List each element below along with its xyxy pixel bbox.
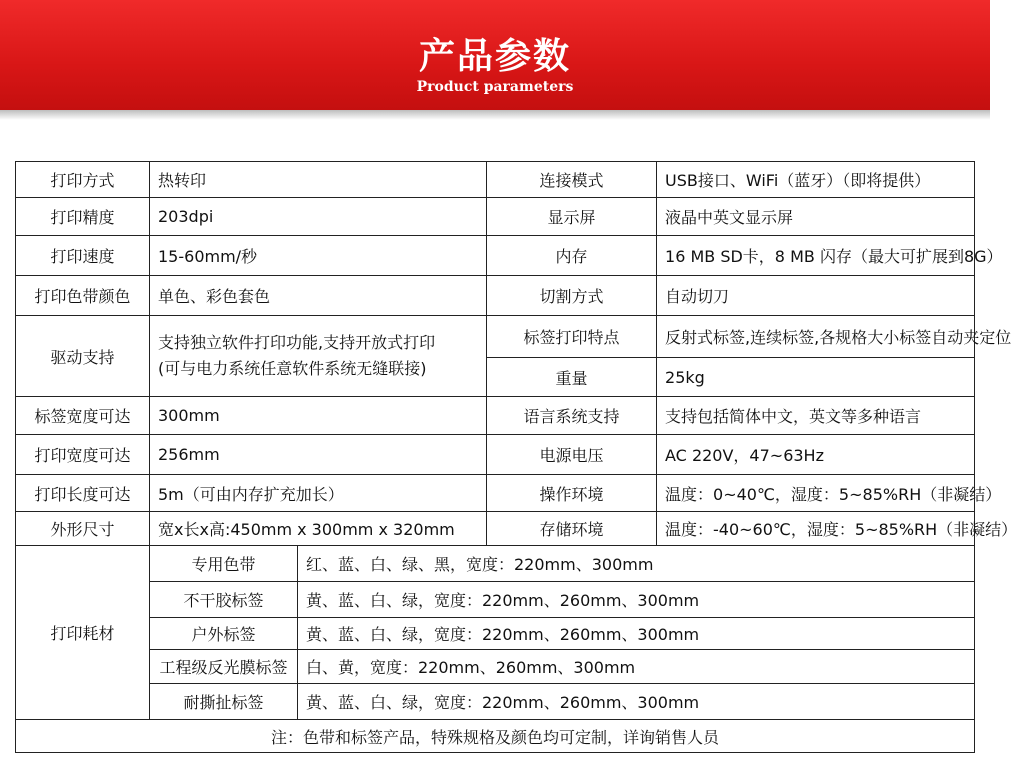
- spec-value: 反射式标签,连续标签,各规格大小标签自动夹定位: [657, 316, 975, 358]
- spec-value: 宽x长x高:450mm x 300mm x 320mm: [150, 512, 487, 546]
- spec-value: 5m（可由内存扩充加长）: [150, 475, 487, 512]
- spec-label: 外形尺寸: [16, 512, 150, 546]
- table-row: [16, 650, 975, 684]
- spec-value: 液晶中英文显示屏: [657, 198, 975, 236]
- spec-label: 切割方式: [487, 276, 657, 316]
- drive-line-2: (可与电力系统任意软件系统无缝联接): [158, 359, 427, 378]
- spec-table: [15, 161, 1017, 753]
- spec-label: 打印色带颜色: [16, 276, 150, 316]
- spec-label: 电源电压: [487, 435, 657, 475]
- table-row: [16, 236, 975, 276]
- table-row: [16, 582, 975, 618]
- spec-label: 驱动支持: [16, 316, 150, 397]
- spec-value: 300mm: [150, 397, 487, 435]
- footer-note: 注：色带和标签产品，特殊规格及颜色均可定制，详询销售人员: [16, 720, 975, 753]
- table-row: [16, 162, 975, 198]
- page-title: 产品参数: [418, 36, 571, 77]
- spec-label: 存储环境: [487, 512, 657, 546]
- consumable-name: 不干胶标签: [150, 582, 298, 618]
- consumable-value: 白、黄，宽度：220mm、260mm、300mm: [298, 650, 975, 684]
- page-subtitle: Product parameters: [416, 79, 574, 95]
- spec-value: 热转印: [150, 162, 487, 198]
- spec-value: 自动切刀: [657, 276, 975, 316]
- spec-value: 203dpi: [150, 198, 487, 236]
- spec-value: AC 220V，47~63Hz: [657, 435, 975, 475]
- table-row: [16, 546, 975, 582]
- consumable-value: 黄、蓝、白、绿，宽度：220mm、260mm、300mm: [298, 618, 975, 650]
- spec-value: 25kg: [657, 358, 975, 397]
- spec-label: 打印宽度可达: [16, 435, 150, 475]
- spec-value: 16 MB SD卡，8 MB 闪存（最大可扩展到8G）: [657, 236, 975, 276]
- consumable-value: 黄、蓝、白、绿，宽度：220mm、260mm、300mm: [298, 582, 975, 618]
- table-row: [16, 397, 975, 435]
- consumable-name: 工程级反光膜标签: [150, 650, 298, 684]
- table-row: [16, 435, 975, 475]
- spec-value: USB接口、WiFi（蓝牙）（即将提供）: [657, 162, 975, 198]
- banner-shadow: [0, 110, 990, 120]
- spec-value: 温度：-40~60℃，湿度：5~85%RH（非凝结）: [657, 512, 975, 546]
- spec-label: 打印速度: [16, 236, 150, 276]
- table-row: [16, 316, 975, 358]
- spec-label: 打印耗材: [16, 546, 150, 720]
- spec-label: 语言系统支持: [487, 397, 657, 435]
- spec-label: 重量: [487, 358, 657, 397]
- table-row: [16, 276, 975, 316]
- table-row: [16, 198, 975, 236]
- consumable-name: 专用色带: [150, 546, 298, 582]
- spec-label: 标签宽度可达: [16, 397, 150, 435]
- spec-value: 256mm: [150, 435, 487, 475]
- spec-value: 温度：0~40℃，湿度：5~85%RH（非凝结）: [657, 475, 975, 512]
- spec-label: 标签打印特点: [487, 316, 657, 358]
- spec-value: 单色、彩色套色: [150, 276, 487, 316]
- spec-value: 15-60mm/秒: [150, 236, 487, 276]
- drive-line-1: 支持独立软件打印功能,支持开放式打印: [158, 333, 436, 352]
- table-row: [16, 684, 975, 720]
- spec-label: 显示屏: [487, 198, 657, 236]
- spec-label: 操作环境: [487, 475, 657, 512]
- table-row: [16, 512, 975, 546]
- table-row: [16, 720, 975, 753]
- consumable-value: 黄、蓝、白、绿，宽度：220mm、260mm、300mm: [298, 684, 975, 720]
- table-row: [16, 618, 975, 650]
- spec-label: 连接模式: [487, 162, 657, 198]
- consumable-value: 红、蓝、白、绿、黑，宽度：220mm、300mm: [298, 546, 975, 582]
- spec-label: 打印长度可达: [16, 475, 150, 512]
- table-row: [16, 475, 975, 512]
- spec-label: 打印方式: [16, 162, 150, 198]
- consumable-name: 户外标签: [150, 618, 298, 650]
- spec-label: 内存: [487, 236, 657, 276]
- consumable-name: 耐撕扯标签: [150, 684, 298, 720]
- spec-label: 打印精度: [16, 198, 150, 236]
- spec-value-drive: [150, 316, 487, 397]
- spec-value: 支持包括简体中文，英文等多种语言: [657, 397, 975, 435]
